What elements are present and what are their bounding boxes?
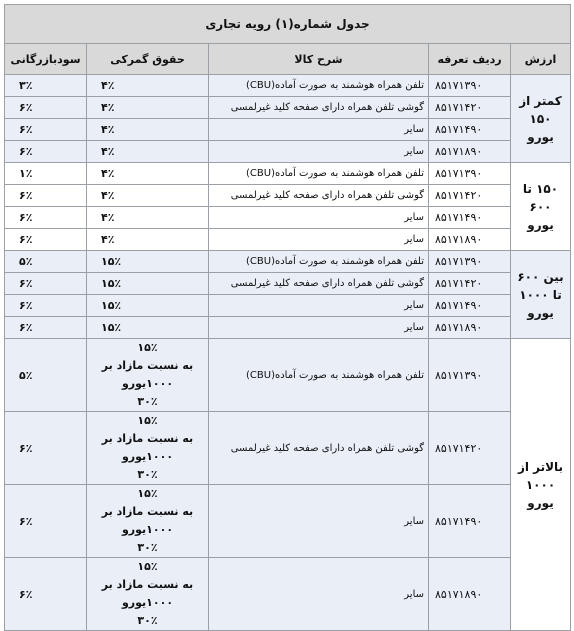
tariff-code-cell: ۸۵۱۷۱۸۹۰ bbox=[429, 229, 511, 251]
commercial-profit-cell: ۶٪ bbox=[5, 97, 87, 119]
tariff-code-cell: ۸۵۱۷۱۳۹۰ bbox=[429, 251, 511, 273]
commercial-profit-cell: ۵٪ bbox=[5, 251, 87, 273]
table-row bbox=[5, 251, 571, 273]
duty-line-2: به نسبت مازاد بر ۱۰۰۰یورو bbox=[101, 359, 194, 390]
table-row bbox=[5, 75, 571, 97]
duty-line-1: ۱۵٪ bbox=[137, 341, 158, 354]
customs-duty-cell: ۴٪ bbox=[87, 229, 209, 251]
tariff-code-cell: ۸۵۱۷۱۸۹۰ bbox=[429, 558, 511, 631]
commercial-profit-cell: ۶٪ bbox=[5, 273, 87, 295]
customs-duty-cell: ۴٪ bbox=[87, 97, 209, 119]
customs-duty-cell: ۴٪ bbox=[87, 119, 209, 141]
tariff-code-cell: ۸۵۱۷۱۴۲۰ bbox=[429, 97, 511, 119]
table-row bbox=[5, 119, 571, 141]
table-row bbox=[5, 185, 571, 207]
tariff-code-cell: ۸۵۱۷۱۴۲۰ bbox=[429, 185, 511, 207]
duty-line-3: ۳۰٪ bbox=[137, 395, 158, 408]
tariff-code-cell: ۸۵۱۷۱۴۹۰ bbox=[429, 295, 511, 317]
tariff-code-cell: ۸۵۱۷۱۴۹۰ bbox=[429, 119, 511, 141]
commercial-profit-cell: ۶٪ bbox=[5, 558, 87, 631]
description-cell: سایر bbox=[209, 295, 429, 317]
tariff-code-cell: ۸۵۱۷۱۳۹۰ bbox=[429, 75, 511, 97]
table-row bbox=[5, 485, 571, 558]
header-duty: حقوق گمرکی bbox=[87, 44, 209, 75]
tariff-table-container bbox=[4, 4, 570, 627]
description-cell: تلفن همراه هوشمند به صورت آماده(CBU) bbox=[209, 251, 429, 273]
commercial-profit-cell: ۶٪ bbox=[5, 317, 87, 339]
tariff-code-cell: ۸۵۱۷۱۸۹۰ bbox=[429, 141, 511, 163]
duty-line-2: به نسبت مازاد بر ۱۰۰۰یورو bbox=[101, 578, 194, 609]
commercial-profit-cell: ۶٪ bbox=[5, 485, 87, 558]
customs-duty-cell: ۴٪ bbox=[87, 185, 209, 207]
description-cell: سایر bbox=[209, 558, 429, 631]
description-cell: سایر bbox=[209, 485, 429, 558]
commercial-profit-cell: ۶٪ bbox=[5, 185, 87, 207]
description-cell: سایر bbox=[209, 317, 429, 339]
table-row bbox=[5, 295, 571, 317]
tariff-code-cell: ۸۵۱۷۱۴۹۰ bbox=[429, 207, 511, 229]
tariff-code-cell: ۸۵۱۷۱۳۹۰ bbox=[429, 163, 511, 185]
value-range-cell: بالاتر از ۱۰۰۰ یورو bbox=[511, 339, 571, 631]
customs-duty-cell: ۴٪ bbox=[87, 141, 209, 163]
customs-duty-cell bbox=[87, 558, 209, 631]
table-row bbox=[5, 273, 571, 295]
table-row bbox=[5, 412, 571, 485]
value-range-cell: ۱۵۰ تا ۶۰۰ یورو bbox=[511, 163, 571, 251]
description-cell: سایر bbox=[209, 207, 429, 229]
description-cell: تلفن همراه هوشمند به صورت آماده(CBU) bbox=[209, 75, 429, 97]
commercial-profit-cell: ۶٪ bbox=[5, 141, 87, 163]
duty-line-3: ۳۰٪ bbox=[137, 614, 158, 627]
table-row bbox=[5, 339, 571, 412]
duty-line-3: ۳۰٪ bbox=[137, 541, 158, 554]
table-row bbox=[5, 163, 571, 185]
description-cell: سایر bbox=[209, 119, 429, 141]
description-cell: گوشی تلفن همراه دارای صفحه کلید غیرلمسی bbox=[209, 97, 429, 119]
tariff-code-cell: ۸۵۱۷۱۴۹۰ bbox=[429, 485, 511, 558]
duty-line-1: ۱۵٪ bbox=[137, 414, 158, 427]
duty-line-1: ۱۵٪ bbox=[137, 560, 158, 573]
tariff-table bbox=[4, 4, 571, 631]
commercial-profit-cell: ۶٪ bbox=[5, 119, 87, 141]
duty-line-2: به نسبت مازاد بر ۱۰۰۰یورو bbox=[101, 505, 194, 536]
table-title-row bbox=[5, 5, 571, 44]
duty-line-3: ۳۰٪ bbox=[137, 468, 158, 481]
commercial-profit-cell: ۶٪ bbox=[5, 229, 87, 251]
description-cell: سایر bbox=[209, 141, 429, 163]
customs-duty-cell bbox=[87, 339, 209, 412]
header-value: ارزش bbox=[511, 44, 571, 75]
table-row bbox=[5, 558, 571, 631]
tariff-code-cell: ۸۵۱۷۱۴۲۰ bbox=[429, 273, 511, 295]
header-row bbox=[5, 44, 571, 75]
description-cell: سایر bbox=[209, 229, 429, 251]
customs-duty-cell: ۴٪ bbox=[87, 75, 209, 97]
header-desc: شرح کالا bbox=[209, 44, 429, 75]
commercial-profit-cell: ۳٪ bbox=[5, 75, 87, 97]
customs-duty-cell: ۱۵٪ bbox=[87, 251, 209, 273]
tariff-code-cell: ۸۵۱۷۱۸۹۰ bbox=[429, 317, 511, 339]
table-row bbox=[5, 207, 571, 229]
description-cell: تلفن همراه هوشمند به صورت آماده(CBU) bbox=[209, 339, 429, 412]
commercial-profit-cell: ۶٪ bbox=[5, 412, 87, 485]
customs-duty-cell: ۱۵٪ bbox=[87, 317, 209, 339]
description-cell: گوشی تلفن همراه دارای صفحه کلید غیرلمسی bbox=[209, 412, 429, 485]
commercial-profit-cell: ۵٪ bbox=[5, 339, 87, 412]
tariff-code-cell: ۸۵۱۷۱۴۲۰ bbox=[429, 412, 511, 485]
customs-duty-cell: ۱۵٪ bbox=[87, 273, 209, 295]
value-range-cell: کمتر از ۱۵۰ یورو bbox=[511, 75, 571, 163]
table-row bbox=[5, 141, 571, 163]
table-title: جدول شماره(۱) رویه تجاری bbox=[5, 5, 571, 44]
customs-duty-cell: ۱۵٪ bbox=[87, 295, 209, 317]
customs-duty-cell bbox=[87, 412, 209, 485]
value-range-cell: بین ۶۰۰ تا ۱۰۰۰ یورو bbox=[511, 251, 571, 339]
description-cell: تلفن همراه هوشمند به صورت آماده(CBU) bbox=[209, 163, 429, 185]
header-vat: سودبازرگانی bbox=[5, 44, 87, 75]
table-row bbox=[5, 229, 571, 251]
description-cell: گوشی تلفن همراه دارای صفحه کلید غیرلمسی bbox=[209, 185, 429, 207]
header-code: ردیف تعرفه bbox=[429, 44, 511, 75]
duty-line-2: به نسبت مازاد بر ۱۰۰۰یورو bbox=[101, 432, 194, 463]
commercial-profit-cell: ۶٪ bbox=[5, 295, 87, 317]
customs-duty-cell: ۴٪ bbox=[87, 207, 209, 229]
commercial-profit-cell: ۱٪ bbox=[5, 163, 87, 185]
commercial-profit-cell: ۶٪ bbox=[5, 207, 87, 229]
tariff-code-cell: ۸۵۱۷۱۳۹۰ bbox=[429, 339, 511, 412]
table-row bbox=[5, 97, 571, 119]
description-cell: گوشی تلفن همراه دارای صفحه کلید غیرلمسی bbox=[209, 273, 429, 295]
customs-duty-cell bbox=[87, 485, 209, 558]
customs-duty-cell: ۴٪ bbox=[87, 163, 209, 185]
table-row bbox=[5, 317, 571, 339]
duty-line-1: ۱۵٪ bbox=[137, 487, 158, 500]
